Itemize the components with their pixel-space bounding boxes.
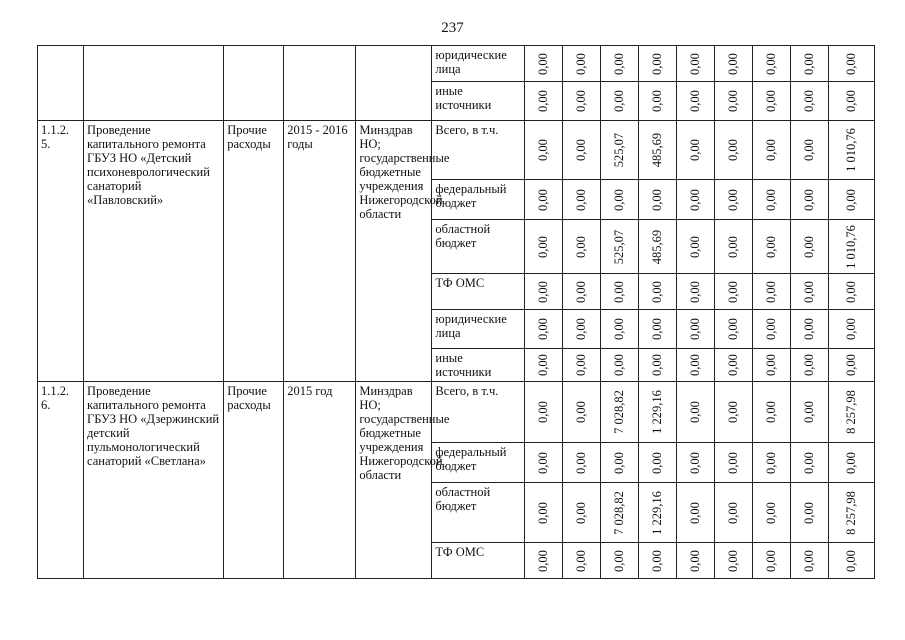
- value-cell: [638, 274, 676, 310]
- value-cell: [600, 220, 638, 274]
- value-text: 0,00: [574, 139, 589, 161]
- value-text: 0,00: [764, 501, 779, 524]
- value-cell: [562, 310, 600, 349]
- value-cell: [524, 180, 562, 220]
- budget-table: [37, 45, 875, 579]
- value-cell: [828, 349, 874, 382]
- page-number: 237: [441, 20, 464, 36]
- value-cell: [638, 349, 676, 382]
- expense-type-cell: [224, 46, 284, 121]
- value-cell: [790, 349, 828, 382]
- value-cell: [714, 121, 752, 180]
- value-cell: [752, 220, 790, 274]
- period-cell: [284, 46, 356, 121]
- value-cell: [790, 121, 828, 180]
- value-text: 0,00: [650, 280, 665, 303]
- value-cell: [562, 82, 600, 121]
- value-text: 0,00: [574, 235, 589, 258]
- value-cell: [828, 121, 874, 180]
- value-text: 0,00: [612, 188, 627, 211]
- value-cell: [524, 82, 562, 121]
- value-text: 0,00: [612, 549, 627, 572]
- value-cell: [562, 180, 600, 220]
- value-text: 0,00: [650, 90, 665, 112]
- value-text: 0,00: [802, 354, 817, 376]
- value-text: 1 010,76: [844, 224, 859, 269]
- value-text: 0,00: [802, 501, 817, 524]
- value-cell: [714, 382, 752, 443]
- value-text: 485,69: [650, 132, 665, 168]
- value-cell: [790, 220, 828, 274]
- value-cell: [828, 483, 874, 543]
- value-text: 0,00: [536, 52, 551, 75]
- value-text: 0,00: [574, 501, 589, 524]
- value-text: 0,00: [802, 139, 817, 161]
- value-text: 0,00: [574, 401, 589, 423]
- value-text: 0,00: [536, 501, 551, 524]
- source-cell: ТФ ОМС: [432, 274, 524, 310]
- value-text: 0,00: [574, 354, 589, 376]
- value-text: 0,00: [844, 188, 859, 211]
- expense-type-cell: Прочие расходы: [224, 121, 284, 382]
- value-cell: [676, 349, 714, 382]
- value-text: 0,00: [574, 90, 589, 112]
- value-cell: [524, 46, 562, 82]
- value-text: 0,00: [764, 354, 779, 376]
- budget-table-body: [38, 46, 875, 579]
- value-cell: [638, 483, 676, 543]
- value-cell: [828, 180, 874, 220]
- value-text: 0,00: [726, 280, 741, 303]
- value-cell: [600, 310, 638, 349]
- value-cell: [714, 310, 752, 349]
- table-row: [38, 46, 875, 82]
- value-cell: [714, 483, 752, 543]
- value-text: 0,00: [650, 549, 665, 572]
- value-text: 0,00: [688, 280, 703, 303]
- value-cell: [676, 180, 714, 220]
- value-cell: [714, 82, 752, 121]
- value-text: 0,00: [764, 451, 779, 474]
- value-cell: [562, 349, 600, 382]
- value-text: 0,00: [612, 318, 627, 340]
- value-cell: [524, 483, 562, 543]
- value-cell: [600, 483, 638, 543]
- value-cell: [600, 46, 638, 82]
- value-cell: [562, 483, 600, 543]
- value-cell: [638, 382, 676, 443]
- value-cell: [828, 274, 874, 310]
- value-cell: [676, 543, 714, 579]
- value-cell: [524, 382, 562, 443]
- value-cell: [752, 274, 790, 310]
- value-cell: [828, 543, 874, 579]
- source-cell: иные источники: [432, 349, 524, 382]
- value-text: 0,00: [726, 549, 741, 572]
- value-text: 0,00: [574, 52, 589, 75]
- value-text: 7 028,82: [612, 490, 627, 535]
- source-cell: Всего, в т.ч.: [432, 121, 524, 180]
- value-text: 0,00: [764, 401, 779, 423]
- value-cell: [524, 349, 562, 382]
- value-cell: [790, 310, 828, 349]
- value-text: 0,00: [688, 235, 703, 258]
- value-text: 0,00: [726, 401, 741, 423]
- expense-type-cell: Прочие расходы: [224, 382, 284, 579]
- value-cell: [562, 443, 600, 483]
- value-text: 0,00: [844, 90, 859, 112]
- value-text: 0,00: [802, 52, 817, 75]
- value-text: 0,00: [650, 188, 665, 211]
- value-cell: [600, 274, 638, 310]
- value-cell: [638, 46, 676, 82]
- value-cell: [676, 46, 714, 82]
- value-cell: [638, 180, 676, 220]
- name-cell: [84, 46, 224, 121]
- value-text: 0,00: [650, 52, 665, 75]
- value-text: 7 028,82: [612, 390, 627, 434]
- source-cell: ТФ ОМС: [432, 543, 524, 579]
- value-cell: [600, 382, 638, 443]
- source-cell: юридические лица: [432, 46, 524, 82]
- value-cell: [524, 543, 562, 579]
- value-cell: [524, 220, 562, 274]
- value-text: 0,00: [536, 188, 551, 211]
- value-text: 0,00: [802, 235, 817, 258]
- value-text: 8 257,98: [844, 490, 859, 535]
- value-cell: [600, 121, 638, 180]
- period-cell: 2015 год: [284, 382, 356, 579]
- value-cell: [600, 543, 638, 579]
- value-cell: [676, 82, 714, 121]
- value-text: 0,00: [612, 52, 627, 75]
- value-cell: [790, 483, 828, 543]
- value-text: 0,00: [844, 549, 859, 572]
- source-cell: федеральный бюджет: [432, 180, 524, 220]
- value-cell: [752, 483, 790, 543]
- code-cell: 1.1.2. 5.: [38, 121, 84, 382]
- value-text: 0,00: [844, 280, 859, 303]
- value-cell: [638, 310, 676, 349]
- value-cell: [524, 443, 562, 483]
- value-text: 0,00: [844, 354, 859, 376]
- value-cell: [714, 543, 752, 579]
- value-cell: [676, 483, 714, 543]
- executor-cell: [356, 46, 432, 121]
- value-text: 0,00: [726, 139, 741, 161]
- value-text: 0,00: [688, 90, 703, 112]
- value-cell: [790, 382, 828, 443]
- source-cell: Всего, в т.ч.: [432, 382, 524, 443]
- value-cell: [790, 46, 828, 82]
- table-row: [38, 121, 875, 180]
- value-text: 0,00: [612, 354, 627, 376]
- value-cell: [790, 443, 828, 483]
- value-text: 0,00: [726, 451, 741, 474]
- value-text: 0,00: [802, 90, 817, 112]
- value-cell: [676, 274, 714, 310]
- value-cell: [714, 443, 752, 483]
- value-cell: [524, 274, 562, 310]
- executor-cell: Минздрав НО; государственные бюджетные учреждения Нижегородской области: [356, 382, 432, 579]
- value-text: 0,00: [574, 188, 589, 211]
- value-text: 0,00: [726, 235, 741, 258]
- value-cell: [562, 274, 600, 310]
- value-cell: [790, 274, 828, 310]
- value-text: 0,00: [536, 318, 551, 340]
- value-cell: [714, 180, 752, 220]
- value-cell: [600, 443, 638, 483]
- source-cell: юридические лица: [432, 310, 524, 349]
- value-text: 0,00: [802, 401, 817, 423]
- value-text: 0,00: [688, 318, 703, 340]
- source-cell: областной бюджет: [432, 483, 524, 543]
- table-row: [38, 382, 875, 443]
- value-text: 0,00: [726, 318, 741, 340]
- value-text: 0,00: [802, 451, 817, 474]
- value-cell: [638, 443, 676, 483]
- value-text: 0,00: [688, 501, 703, 524]
- value-cell: [828, 46, 874, 82]
- value-cell: [790, 543, 828, 579]
- code-cell: 1.1.2. 6.: [38, 382, 84, 579]
- value-text: 0,00: [844, 451, 859, 474]
- value-text: 1 229,16: [650, 390, 665, 434]
- value-text: 0,00: [574, 549, 589, 572]
- value-text: 0,00: [536, 235, 551, 258]
- value-text: 525,07: [612, 132, 627, 168]
- value-text: 0,00: [688, 188, 703, 211]
- value-cell: [828, 310, 874, 349]
- value-cell: [562, 121, 600, 180]
- value-cell: [638, 220, 676, 274]
- value-cell: [714, 220, 752, 274]
- value-text: 0,00: [802, 549, 817, 572]
- value-text: 0,00: [650, 318, 665, 340]
- value-cell: [676, 121, 714, 180]
- value-text: 0,00: [574, 318, 589, 340]
- value-text: 0,00: [764, 280, 779, 303]
- value-text: 0,00: [726, 90, 741, 112]
- name-cell: Проведение капитального ремонта ГБУЗ НО «Дзержинский детский пульмонологический санаторий «Светлана»: [84, 382, 224, 579]
- value-cell: [752, 82, 790, 121]
- source-cell: областной бюджет: [432, 220, 524, 274]
- value-cell: [752, 46, 790, 82]
- value-text: 0,00: [536, 401, 551, 423]
- value-cell: [524, 310, 562, 349]
- value-text: 0,00: [536, 451, 551, 474]
- value-cell: [638, 121, 676, 180]
- value-text: 0,00: [688, 354, 703, 376]
- executor-cell: Минздрав НО; государственные бюджетные учреждения Нижегородской области: [356, 121, 432, 382]
- name-cell: Проведение капитального ремонта ГБУЗ НО «Детский психоневрологический санаторий «Павловский»: [84, 121, 224, 382]
- value-text: 525,07: [612, 229, 627, 264]
- value-cell: [524, 121, 562, 180]
- value-cell: [562, 543, 600, 579]
- value-cell: [676, 220, 714, 274]
- value-text: 0,00: [764, 52, 779, 75]
- value-text: 0,00: [802, 188, 817, 211]
- value-text: 0,00: [688, 401, 703, 423]
- value-text: 0,00: [802, 280, 817, 303]
- value-text: 0,00: [688, 52, 703, 75]
- value-text: 0,00: [536, 90, 551, 112]
- value-text: 485,69: [650, 229, 665, 264]
- value-cell: [638, 543, 676, 579]
- value-cell: [562, 220, 600, 274]
- value-text: 8 257,98: [844, 390, 859, 434]
- value-text: 0,00: [536, 549, 551, 572]
- value-text: 0,00: [536, 280, 551, 303]
- value-cell: [752, 349, 790, 382]
- value-text: 1 229,16: [650, 490, 665, 535]
- value-cell: [828, 220, 874, 274]
- value-cell: [828, 443, 874, 483]
- value-text: 0,00: [844, 318, 859, 340]
- value-cell: [676, 382, 714, 443]
- value-cell: [752, 310, 790, 349]
- value-cell: [828, 382, 874, 443]
- value-text: 0,00: [726, 354, 741, 376]
- value-cell: [676, 310, 714, 349]
- value-text: 0,00: [612, 90, 627, 112]
- value-text: 0,00: [536, 354, 551, 376]
- value-text: 0,00: [726, 188, 741, 211]
- value-cell: [562, 382, 600, 443]
- value-text: 0,00: [726, 52, 741, 75]
- value-text: 0,00: [764, 90, 779, 112]
- source-cell: федеральный бюджет: [432, 443, 524, 483]
- value-cell: [790, 180, 828, 220]
- value-text: 0,00: [650, 451, 665, 474]
- value-text: 0,00: [574, 451, 589, 474]
- value-cell: [714, 46, 752, 82]
- value-text: 0,00: [574, 280, 589, 303]
- value-cell: [752, 121, 790, 180]
- value-cell: [714, 349, 752, 382]
- value-text: 0,00: [536, 139, 551, 161]
- value-text: 0,00: [726, 501, 741, 524]
- value-text: 0,00: [688, 451, 703, 474]
- value-text: 0,00: [764, 318, 779, 340]
- source-cell: иные источники: [432, 82, 524, 121]
- code-cell: [38, 46, 84, 121]
- value-cell: [714, 274, 752, 310]
- value-text: 0,00: [844, 52, 859, 75]
- value-cell: [638, 82, 676, 121]
- value-cell: [752, 443, 790, 483]
- value-cell: [600, 82, 638, 121]
- value-cell: [752, 180, 790, 220]
- value-cell: [600, 349, 638, 382]
- value-text: 0,00: [764, 139, 779, 161]
- value-cell: [752, 382, 790, 443]
- value-text: 0,00: [688, 549, 703, 572]
- value-text: 0,00: [764, 549, 779, 572]
- value-cell: [752, 543, 790, 579]
- value-text: 0,00: [650, 354, 665, 376]
- value-text: 0,00: [802, 318, 817, 340]
- value-text: 0,00: [764, 188, 779, 211]
- value-cell: [676, 443, 714, 483]
- value-cell: [790, 82, 828, 121]
- value-text: 0,00: [764, 235, 779, 258]
- value-text: 0,00: [688, 139, 703, 161]
- value-cell: [562, 46, 600, 82]
- value-cell: [600, 180, 638, 220]
- value-text: 1 010,76: [844, 128, 859, 172]
- period-cell: 2015 - 2016 годы: [284, 121, 356, 382]
- value-cell: [828, 82, 874, 121]
- value-text: 0,00: [612, 451, 627, 474]
- value-text: 0,00: [612, 280, 627, 303]
